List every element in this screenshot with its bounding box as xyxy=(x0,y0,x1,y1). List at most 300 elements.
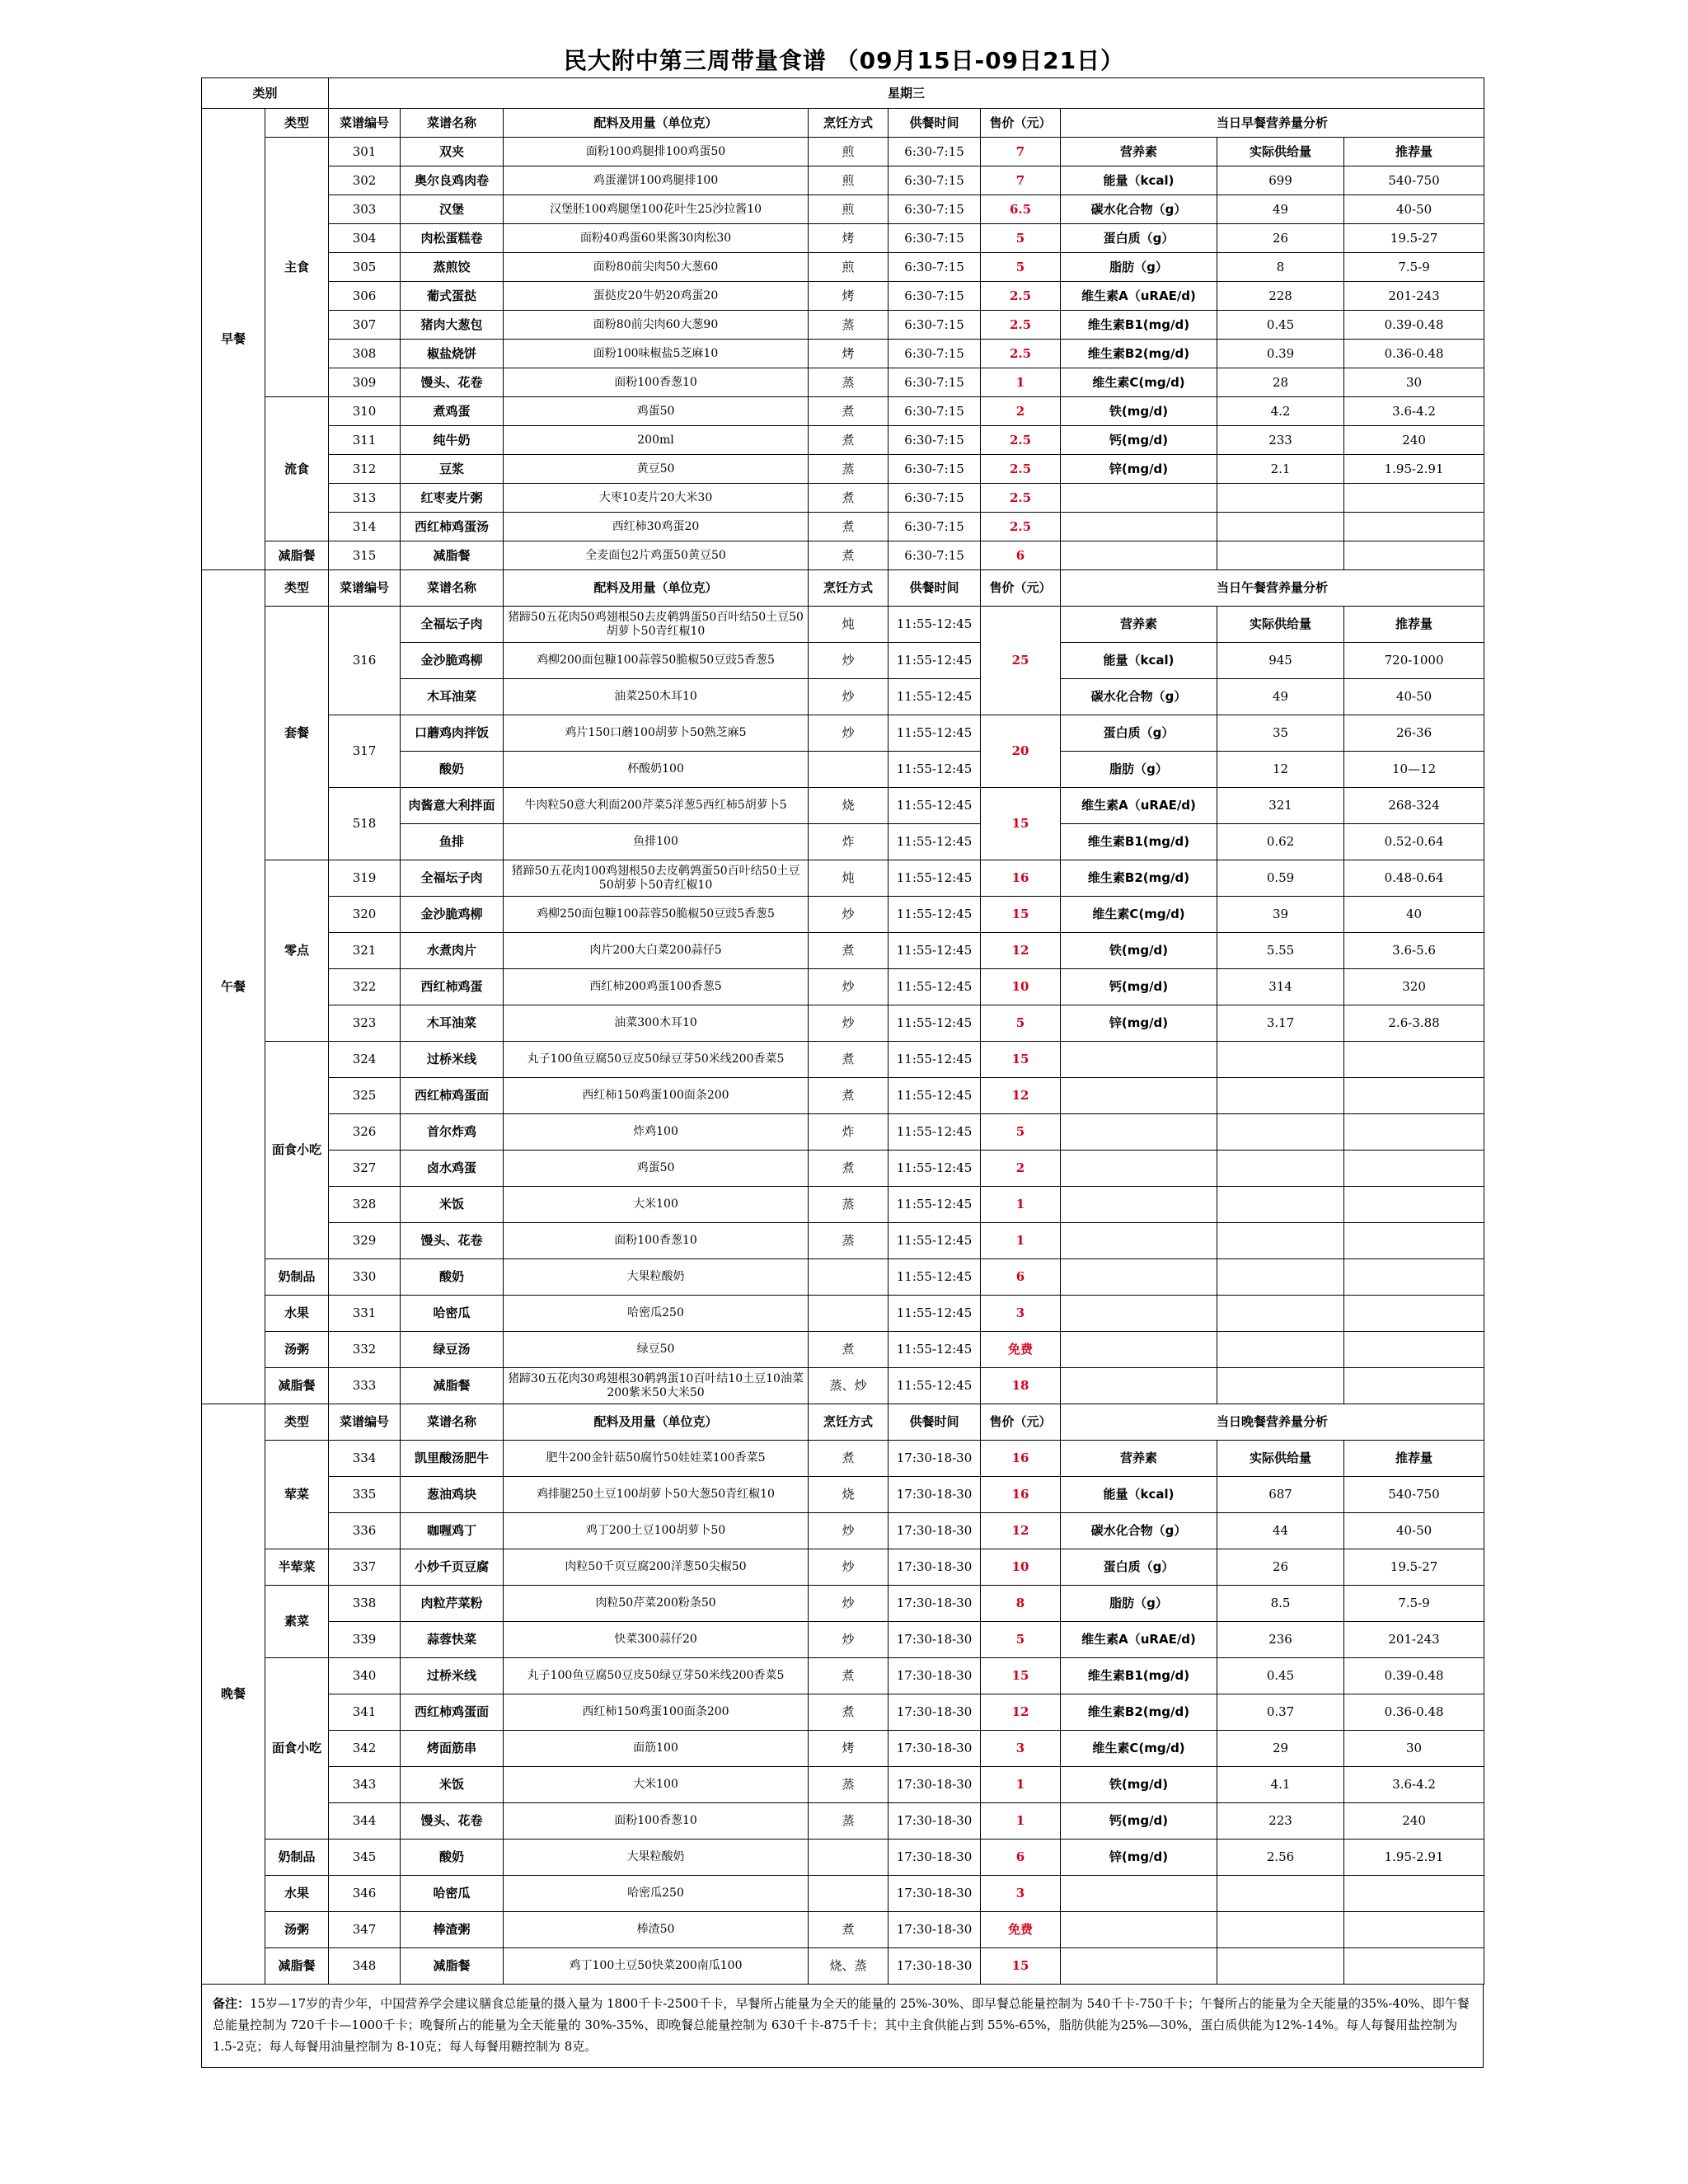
dish-ingredients: 肉粒50千页豆腐200洋葱50尖椒50 xyxy=(504,1549,809,1586)
empty-cell xyxy=(1061,1223,1217,1259)
dish-id: 332 xyxy=(329,1332,401,1368)
dish-ingredients: 鸡排腿250土豆100胡萝卜50大葱50青红椒10 xyxy=(504,1477,809,1513)
nutrient-recommended: 201-243 xyxy=(1344,1622,1484,1658)
dish-id: 335 xyxy=(329,1477,401,1513)
table-row xyxy=(202,1803,1484,1840)
nutrient-name: 锌(mg/d) xyxy=(1061,1840,1217,1876)
table-row xyxy=(202,513,1484,541)
empty-cell xyxy=(1217,1368,1344,1404)
dish-name: 全福坛子肉 xyxy=(401,607,504,643)
dish-id: 333 xyxy=(329,1368,401,1404)
dish-cook: 炒 xyxy=(809,897,889,933)
dish-price: 5 xyxy=(981,253,1061,282)
dish-price: 1 xyxy=(981,1803,1061,1840)
dish-price: 15 xyxy=(981,897,1061,933)
dish-ingredients: 大果粒酸奶 xyxy=(504,1259,809,1296)
empty-cell xyxy=(1217,1296,1344,1332)
dish-name: 西红柿鸡蛋面 xyxy=(401,1694,504,1731)
dish-ingredients: 面粉100鸡腿排100鸡蛋50 xyxy=(504,138,809,166)
nutrient-recommended: 3.6-4.2 xyxy=(1344,397,1484,426)
nutrient-recommended: 240 xyxy=(1344,1803,1484,1840)
dish-ingredients: 棒渣50 xyxy=(504,1912,809,1948)
dish-name: 首尔炸鸡 xyxy=(401,1114,504,1151)
dish-cook: 煮 xyxy=(809,1042,889,1078)
nutrient-header: 营养素 xyxy=(1061,607,1217,643)
dish-price: 1 xyxy=(981,1223,1061,1259)
dish-time: 11:55-12:45 xyxy=(889,860,981,897)
dish-time: 11:55-12:45 xyxy=(889,1259,981,1296)
empty-cell xyxy=(1344,1332,1484,1368)
dish-price: 2.5 xyxy=(981,311,1061,340)
dish-ingredients: 鸡蛋50 xyxy=(504,397,809,426)
lunch-analysis-title: 当日午餐营养量分析 xyxy=(1061,570,1484,607)
dish-price: 18 xyxy=(981,1368,1061,1404)
nutrient-recommended: 201-243 xyxy=(1344,282,1484,311)
dish-name: 肉松蛋糕卷 xyxy=(401,224,504,253)
dish-price: 6 xyxy=(981,541,1061,570)
dish-time: 17:30-18-30 xyxy=(889,1876,981,1912)
dish-name: 酸奶 xyxy=(401,1840,504,1876)
dish-ingredients: 肥牛200金针菇50腐竹50娃娃菜100香菜5 xyxy=(504,1441,809,1477)
nutrient-recommended: 240 xyxy=(1344,426,1484,455)
dish-price: 16 xyxy=(981,1441,1061,1477)
dish-cook: 烤 xyxy=(809,224,889,253)
dish-ingredients: 鸡丁200土豆100胡萝卜50 xyxy=(504,1513,809,1549)
nutrient-name: 锌(mg/d) xyxy=(1061,1005,1217,1042)
dish-cook: 炒 xyxy=(809,715,889,752)
dish-name: 咖喱鸡丁 xyxy=(401,1513,504,1549)
nutrient-recommended: 30 xyxy=(1344,1731,1484,1767)
nutrient-name: 铁(mg/d) xyxy=(1061,397,1217,426)
col-header-name: 菜谱名称 xyxy=(401,570,504,607)
dish-price: 2.5 xyxy=(981,426,1061,455)
dish-time: 11:55-12:45 xyxy=(889,1005,981,1042)
col-header-type: 类型 xyxy=(265,109,329,138)
col-header-type: 类型 xyxy=(265,1404,329,1441)
table-row xyxy=(202,1912,1484,1948)
table-row xyxy=(202,397,1484,426)
dish-name: 小炒千页豆腐 xyxy=(401,1549,504,1586)
dish-ingredients: 大米100 xyxy=(504,1767,809,1803)
dish-id: 315 xyxy=(329,541,401,570)
dish-id: 336 xyxy=(329,1513,401,1549)
dish-time: 11:55-12:45 xyxy=(889,933,981,969)
dish-cook: 炒 xyxy=(809,1622,889,1658)
dish-name: 蒜蓉快菜 xyxy=(401,1622,504,1658)
dish-ingredients: 鸡片150口蘑100胡萝卜50熟芝麻5 xyxy=(504,715,809,752)
nutrient-actual: 228 xyxy=(1217,282,1344,311)
dish-id: 311 xyxy=(329,426,401,455)
dish-time: 11:55-12:45 xyxy=(889,1042,981,1078)
nutrient-name: 铁(mg/d) xyxy=(1061,933,1217,969)
table-row xyxy=(202,1078,1484,1114)
nutrient-name: 碳水化合物（g） xyxy=(1061,1513,1217,1549)
dish-id: 306 xyxy=(329,282,401,311)
empty-cell xyxy=(1217,1332,1344,1368)
table-row xyxy=(202,138,1484,166)
empty-cell xyxy=(1217,1912,1344,1948)
dish-id: 342 xyxy=(329,1731,401,1767)
dish-price: 1 xyxy=(981,1187,1061,1223)
dish-name: 酸奶 xyxy=(401,1259,504,1296)
dish-cook: 煮 xyxy=(809,484,889,513)
nutrient-name: 维生素B1(mg/d) xyxy=(1061,1658,1217,1694)
dish-time: 11:55-12:45 xyxy=(889,679,981,715)
dish-cook: 煮 xyxy=(809,1658,889,1694)
dish-name: 烤面筋串 xyxy=(401,1731,504,1767)
nutrient-actual: 2.56 xyxy=(1217,1840,1344,1876)
nutrient-actual: 8 xyxy=(1217,253,1344,282)
dish-time: 11:55-12:45 xyxy=(889,1296,981,1332)
dish-ingredients: 面粉100味椒盐5芝麻10 xyxy=(504,340,809,368)
dish-price: 6 xyxy=(981,1259,1061,1296)
empty-cell xyxy=(1061,1368,1217,1404)
table-row xyxy=(202,1151,1484,1187)
dish-cook: 蒸 xyxy=(809,1223,889,1259)
dish-price: 2.5 xyxy=(981,455,1061,484)
dish-cook: 蒸 xyxy=(809,311,889,340)
empty-cell xyxy=(1061,1259,1217,1296)
dish-price: 15 xyxy=(981,1042,1061,1078)
dish-price: 3 xyxy=(981,1731,1061,1767)
dish-time: 17:30-18-30 xyxy=(889,1622,981,1658)
empty-cell xyxy=(1344,1187,1484,1223)
dish-time: 17:30-18-30 xyxy=(889,1477,981,1513)
dish-cook: 煎 xyxy=(809,138,889,166)
nutrient-recommended: 0.39-0.48 xyxy=(1344,1658,1484,1694)
nutrient-actual: 0.59 xyxy=(1217,860,1344,897)
nutrient-name: 维生素B2(mg/d) xyxy=(1061,1694,1217,1731)
dish-time: 11:55-12:45 xyxy=(889,715,981,752)
nutrient-recommended: 540-750 xyxy=(1344,166,1484,195)
dish-name: 米饭 xyxy=(401,1187,504,1223)
dish-price: 3 xyxy=(981,1296,1061,1332)
nutrient-recommended: 0.39-0.48 xyxy=(1344,311,1484,340)
dish-id: 302 xyxy=(329,166,401,195)
meal-label-breakfast: 早餐 xyxy=(202,109,265,570)
dish-ingredients: 鸡丁100土豆50快菜200南瓜100 xyxy=(504,1948,809,1985)
dish-price: 2 xyxy=(981,397,1061,426)
empty-cell xyxy=(1217,1151,1344,1187)
dish-price: 7 xyxy=(981,166,1061,195)
dish-name: 馒头、花卷 xyxy=(401,1223,504,1259)
nutrient-actual: 49 xyxy=(1217,195,1344,224)
nutrient-recommended: 2.6-3.88 xyxy=(1344,1005,1484,1042)
group-label: 荤菜 xyxy=(265,1441,329,1549)
dish-id: 314 xyxy=(329,513,401,541)
dish-id: 307 xyxy=(329,311,401,340)
group-label: 面食小吃 xyxy=(265,1658,329,1840)
dish-name: 葱油鸡块 xyxy=(401,1477,504,1513)
dish-price: 10 xyxy=(981,969,1061,1005)
dish-price: 5 xyxy=(981,1114,1061,1151)
dish-time: 17:30-18-30 xyxy=(889,1731,981,1767)
nutrient-name: 钙(mg/d) xyxy=(1061,426,1217,455)
nutrient-recommended: 3.6-4.2 xyxy=(1344,1767,1484,1803)
dish-cook: 煮 xyxy=(809,426,889,455)
dish-name: 西红柿鸡蛋面 xyxy=(401,1078,504,1114)
dish-cook: 烧、蒸 xyxy=(809,1948,889,1985)
dish-name: 木耳油菜 xyxy=(401,679,504,715)
dish-ingredients: 面粉100香葱10 xyxy=(504,1223,809,1259)
col-header-time: 供餐时间 xyxy=(889,570,981,607)
dish-ingredients: 快菜300蒜仔20 xyxy=(504,1622,809,1658)
table-row xyxy=(202,195,1484,224)
table-row xyxy=(202,1332,1484,1368)
empty-cell xyxy=(1061,1296,1217,1332)
table-row xyxy=(202,1042,1484,1078)
group-label: 套餐 xyxy=(265,607,329,860)
empty-cell xyxy=(1344,1259,1484,1296)
dish-cook: 煮 xyxy=(809,1078,889,1114)
group-label: 奶制品 xyxy=(265,1840,329,1876)
group-label: 水果 xyxy=(265,1876,329,1912)
col-header-time: 供餐时间 xyxy=(889,1404,981,1441)
table-row xyxy=(202,1187,1484,1223)
dish-ingredients: 鸡柳200面包糠100蒜蓉50脆椒50豆豉5香葱5 xyxy=(504,643,809,679)
dish-time: 11:55-12:45 xyxy=(889,824,981,860)
table-row xyxy=(202,426,1484,455)
dish-ingredients: 油菜250木耳10 xyxy=(504,679,809,715)
nutrient-name: 蛋白质（g） xyxy=(1061,1549,1217,1586)
dish-id: 339 xyxy=(329,1622,401,1658)
empty-cell xyxy=(1217,1948,1344,1985)
dish-price: 15 xyxy=(981,1948,1061,1985)
table-row xyxy=(202,1840,1484,1876)
nutrient-actual: 35 xyxy=(1217,715,1344,752)
dish-ingredients: 肉粒50芹菜200粉条50 xyxy=(504,1586,809,1622)
dish-cook: 蒸 xyxy=(809,455,889,484)
dish-name: 哈密瓜 xyxy=(401,1296,504,1332)
empty-cell xyxy=(1344,1368,1484,1404)
dish-time: 11:55-12:45 xyxy=(889,1114,981,1151)
nutrient-name: 蛋白质（g） xyxy=(1061,224,1217,253)
dish-price: 8 xyxy=(981,1586,1061,1622)
col-header-price: 售价（元） xyxy=(981,1404,1061,1441)
dish-id: 340 xyxy=(329,1658,401,1694)
dish-id: 341 xyxy=(329,1694,401,1731)
dish-price: 10 xyxy=(981,1549,1061,1586)
dish-id: 304 xyxy=(329,224,401,253)
dish-name: 猪肉大葱包 xyxy=(401,311,504,340)
group-label: 素菜 xyxy=(265,1586,329,1658)
nutrient-name: 维生素B1(mg/d) xyxy=(1061,311,1217,340)
col-header-type: 类型 xyxy=(265,570,329,607)
dish-ingredients: 面粉80前尖肉50大葱60 xyxy=(504,253,809,282)
nutrient-recommended: 0.48-0.64 xyxy=(1344,860,1484,897)
dish-name: 肉酱意大利拌面 xyxy=(401,788,504,824)
dish-name: 豆浆 xyxy=(401,455,504,484)
nutrient-name: 钙(mg/d) xyxy=(1061,1803,1217,1840)
dish-ingredients: 炸鸡100 xyxy=(504,1114,809,1151)
dish-price: 12 xyxy=(981,1078,1061,1114)
empty-cell xyxy=(1344,1114,1484,1151)
recommended-header: 推荐量 xyxy=(1344,607,1484,643)
table-row xyxy=(202,1441,1484,1477)
dish-ingredients: 猪蹄50五花肉50鸡翅根50去皮鹌鹑蛋50百叶结50土豆50胡萝卜50青红椒10 xyxy=(504,607,809,643)
set-id: 316 xyxy=(329,607,401,715)
empty-cell xyxy=(1061,513,1217,541)
nutrient-name: 维生素B1(mg/d) xyxy=(1061,824,1217,860)
recommended-header: 推荐量 xyxy=(1344,138,1484,166)
table-row xyxy=(202,282,1484,311)
empty-cell xyxy=(1344,1912,1484,1948)
empty-cell xyxy=(1344,484,1484,513)
dish-ingredients: 面筋100 xyxy=(504,1731,809,1767)
table-row xyxy=(202,969,1484,1005)
dish-name: 鱼排 xyxy=(401,824,504,860)
dish-id: 346 xyxy=(329,1876,401,1912)
nutrient-recommended: 10—12 xyxy=(1344,752,1484,788)
dish-time: 6:30-7:15 xyxy=(889,311,981,340)
nutrient-actual: 233 xyxy=(1217,426,1344,455)
empty-cell xyxy=(1061,1151,1217,1187)
nutrient-recommended: 0.36-0.48 xyxy=(1344,1694,1484,1731)
nutrient-actual: 0.45 xyxy=(1217,1658,1344,1694)
dish-price: 2 xyxy=(981,1151,1061,1187)
empty-cell xyxy=(1217,513,1344,541)
nutrient-recommended: 540-750 xyxy=(1344,1477,1484,1513)
dish-id: 308 xyxy=(329,340,401,368)
nutrient-recommended: 26-36 xyxy=(1344,715,1484,752)
nutrient-recommended: 7.5-9 xyxy=(1344,1586,1484,1622)
group-label: 面食小吃 xyxy=(265,1042,329,1259)
dish-id: 334 xyxy=(329,1441,401,1477)
actual-header: 实际供给量 xyxy=(1217,138,1344,166)
empty-cell xyxy=(1061,1948,1217,1985)
dish-cook: 炒 xyxy=(809,1549,889,1586)
dish-id: 325 xyxy=(329,1078,401,1114)
nutrient-name: 脂肪（g） xyxy=(1061,253,1217,282)
group-label: 汤粥 xyxy=(265,1332,329,1368)
nutrient-actual: 5.55 xyxy=(1217,933,1344,969)
dish-id: 330 xyxy=(329,1259,401,1296)
empty-cell xyxy=(1344,1296,1484,1332)
nutrient-recommended: 268-324 xyxy=(1344,788,1484,824)
dish-price: 1 xyxy=(981,368,1061,397)
nutrient-name: 能量（kcal) xyxy=(1061,643,1217,679)
empty-cell xyxy=(1061,1187,1217,1223)
nutrient-name: 维生素A（uRAE/d) xyxy=(1061,282,1217,311)
dish-id: 348 xyxy=(329,1948,401,1985)
col-header-id: 菜谱编号 xyxy=(329,1404,401,1441)
dish-ingredients: 鱼排100 xyxy=(504,824,809,860)
nutrient-name: 能量（kcal) xyxy=(1061,1477,1217,1513)
col-header-ingredients: 配料及用量（单位克） xyxy=(504,109,809,138)
dish-id: 345 xyxy=(329,1840,401,1876)
nutrient-actual: 29 xyxy=(1217,1731,1344,1767)
table-row xyxy=(202,311,1484,340)
breakfast-analysis-title: 当日早餐营养量分析 xyxy=(1061,109,1484,138)
dish-price: 16 xyxy=(981,860,1061,897)
dish-name: 减脂餐 xyxy=(401,1948,504,1985)
dish-id: 303 xyxy=(329,195,401,224)
nutrient-name: 维生素B2(mg/d) xyxy=(1061,860,1217,897)
group-label: 主食 xyxy=(265,138,329,397)
table-row xyxy=(202,166,1484,195)
dish-cook xyxy=(809,1259,889,1296)
dish-name: 汉堡 xyxy=(401,195,504,224)
table-row xyxy=(202,1731,1484,1767)
dish-name: 减脂餐 xyxy=(401,1368,504,1404)
nutrient-actual: 0.39 xyxy=(1217,340,1344,368)
dish-id: 337 xyxy=(329,1549,401,1586)
nutrient-recommended: 7.5-9 xyxy=(1344,253,1484,282)
dish-ingredients: 西红柿30鸡蛋20 xyxy=(504,513,809,541)
recommended-header: 推荐量 xyxy=(1344,1441,1484,1477)
dish-name: 馒头、花卷 xyxy=(401,1803,504,1840)
dish-cook: 炖 xyxy=(809,607,889,643)
empty-cell xyxy=(1344,1223,1484,1259)
table-row xyxy=(202,484,1484,513)
dish-ingredients: 鸡蛋50 xyxy=(504,1151,809,1187)
dish-id: 312 xyxy=(329,455,401,484)
group-label: 流食 xyxy=(265,397,329,541)
footnote-text: 15岁—17岁的青少年，中国营养学会建议膳食总能量的摄入量为 1800千卡-2500千卡，早餐所占能量为全天的能量的 25%-30%、即早餐总能量控制为 540千卡-750千卡；午餐所占的能量为全天能量的35%-40%、即午餐总能量控制为 720千卡—1000千卡；晚餐所占的能量为全天能量的 30%-35%、即晚餐总能量控制为 630千卡-875千卡；其中主食供能占到 55%-65%，脂肪供能为25%—30%，蛋白质供能为12%-14%。每人每餐用盐控制为 1.5-2克；每人每餐用油量控制为 8-10克；每人每餐用糖控制为 8克。 xyxy=(213,1996,1470,2054)
dish-cook: 烤 xyxy=(809,1731,889,1767)
dish-name: 红枣麦片粥 xyxy=(401,484,504,513)
dish-cook: 煎 xyxy=(809,166,889,195)
dish-id: 319 xyxy=(329,860,401,897)
dish-time: 6:30-7:15 xyxy=(889,484,981,513)
dish-name: 哈密瓜 xyxy=(401,1876,504,1912)
group-label: 减脂餐 xyxy=(265,541,329,570)
dish-name: 卤水鸡蛋 xyxy=(401,1151,504,1187)
nutrient-actual: 687 xyxy=(1217,1477,1344,1513)
dish-ingredients: 全麦面包2片鸡蛋50黄豆50 xyxy=(504,541,809,570)
nutrient-recommended: 30 xyxy=(1344,368,1484,397)
dish-time: 11:55-12:45 xyxy=(889,752,981,788)
dish-ingredients: 丸子100鱼豆腐50豆皮50绿豆芽50米线200香菜5 xyxy=(504,1042,809,1078)
dish-time: 6:30-7:15 xyxy=(889,195,981,224)
dish-time: 6:30-7:15 xyxy=(889,426,981,455)
dish-ingredients: 西红柿150鸡蛋100面条200 xyxy=(504,1078,809,1114)
nutrient-recommended: 40-50 xyxy=(1344,679,1484,715)
dish-cook: 炸 xyxy=(809,824,889,860)
nutrient-actual: 945 xyxy=(1217,643,1344,679)
dish-name: 双夹 xyxy=(401,138,504,166)
dish-cook: 煮 xyxy=(809,513,889,541)
nutrient-actual: 49 xyxy=(1217,679,1344,715)
dish-price: 5 xyxy=(981,224,1061,253)
dish-price: 2.5 xyxy=(981,282,1061,311)
dish-id: 301 xyxy=(329,138,401,166)
dish-id: 344 xyxy=(329,1803,401,1840)
dish-cook xyxy=(809,1876,889,1912)
group-label: 零点 xyxy=(265,860,329,1042)
table-row xyxy=(202,1223,1484,1259)
nutrient-actual: 2.1 xyxy=(1217,455,1344,484)
nutrient-recommended: 0.52-0.64 xyxy=(1344,824,1484,860)
dish-ingredients: 西红柿200鸡蛋100香葱5 xyxy=(504,969,809,1005)
set-price: 15 xyxy=(981,788,1061,860)
table-row xyxy=(202,1948,1484,1985)
dish-name: 口蘑鸡肉拌饭 xyxy=(401,715,504,752)
nutrient-actual: 0.37 xyxy=(1217,1694,1344,1731)
dish-time: 17:30-18-30 xyxy=(889,1948,981,1985)
col-header-name: 菜谱名称 xyxy=(401,109,504,138)
table-row xyxy=(202,1368,1484,1404)
table-row xyxy=(202,78,1484,109)
dish-cook: 炒 xyxy=(809,679,889,715)
nutrient-recommended: 40-50 xyxy=(1344,195,1484,224)
nutrient-name: 脂肪（g） xyxy=(1061,1586,1217,1622)
nutrient-header: 营养素 xyxy=(1061,1441,1217,1477)
dish-time: 11:55-12:45 xyxy=(889,1187,981,1223)
dish-name: 肉粒芹菜粉 xyxy=(401,1586,504,1622)
dish-ingredients: 油菜300木耳10 xyxy=(504,1005,809,1042)
dish-cook: 煮 xyxy=(809,541,889,570)
